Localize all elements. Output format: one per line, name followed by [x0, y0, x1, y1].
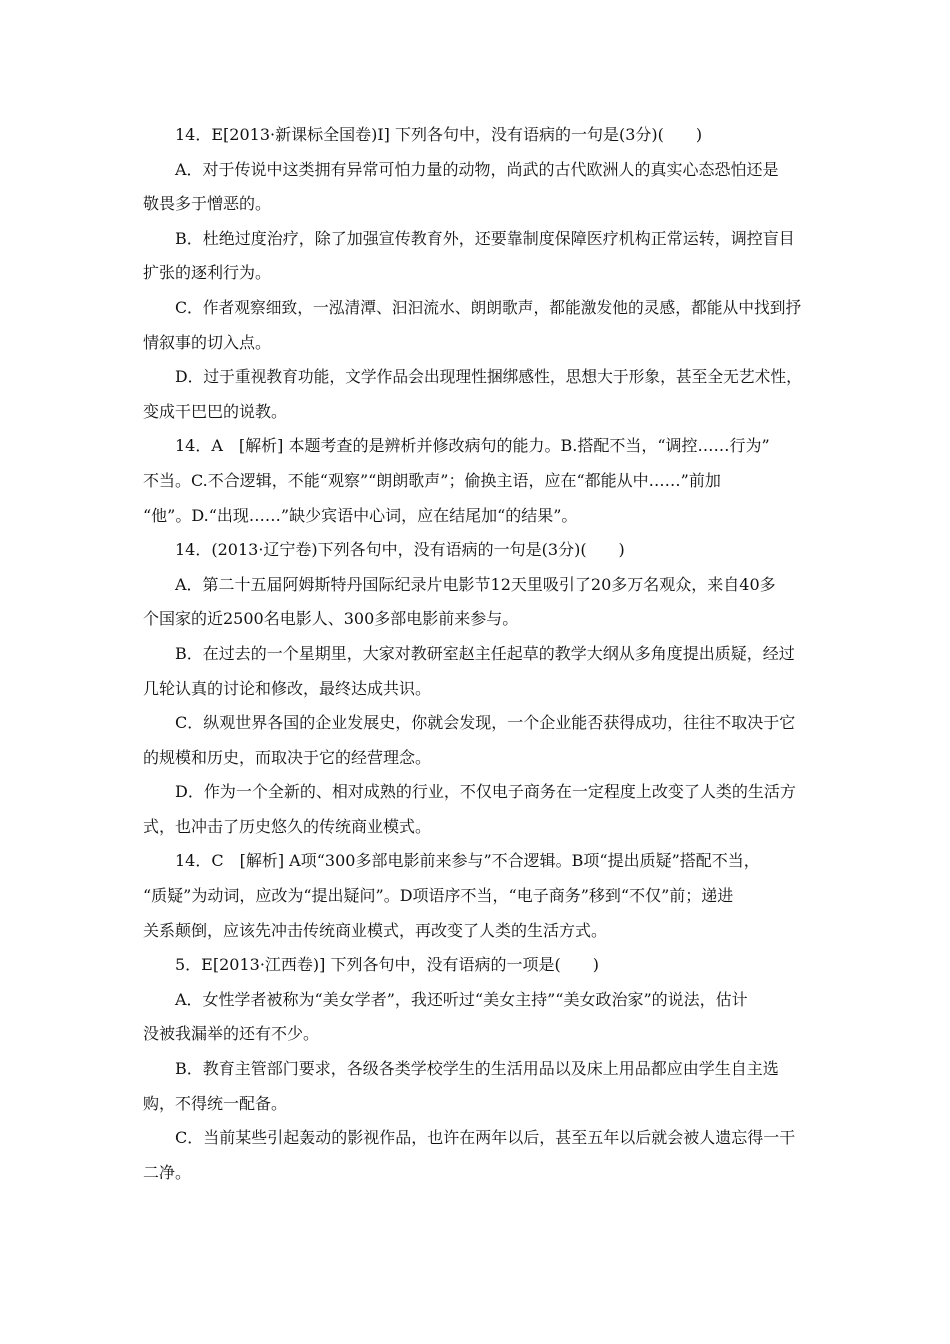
option-c-line: C．当前某些引起轰动的影视作品，也许在两年以后，甚至五年以后就会被人遗忘得一干 [175, 1128, 796, 1148]
question-14-national: 14．E[2013·新课标全国卷)Ⅰ] 下列各句中，没有语病的一句是(3分)( ) [175, 125, 703, 144]
option-c-line: 二净。 [143, 1162, 192, 1182]
option-b-line: B．教育主管部门要求，各级各类学校学生的生活用品以及床上用品都应由学生自主选 [175, 1059, 779, 1079]
analysis-line: 不当。C.不合逻辑，不能“观察”“朗朗歌声”；偷换主语，应在“都能从中……”前加 [143, 470, 721, 490]
option-c-line: C．纵观世界各国的企业发展史，你就会发现，一个企业能否获得成功，往往不取决于它 [175, 713, 796, 733]
option-d-line: 式，也冲击了历史悠久的传统商业模式。 [143, 816, 432, 836]
question-5-jiangxi: 5．E[2013·江西卷)] 下列各句中，没有语病的一项是( ) [175, 955, 599, 975]
option-d-line: 变成干巴巴的说教。 [143, 401, 288, 421]
option-b-line: B．在过去的一个星期里，大家对教研室赵主任起草的教学大纲从多角度提出质疑，经过 [175, 643, 795, 663]
option-a-line: 敬畏多于憎恶的。 [143, 194, 272, 214]
option-a-line: 没被我漏举的还有不少。 [143, 1024, 320, 1044]
analysis-line: 14．A [解析] 本题考查的是辨析并修改病句的能力。B.搭配不当，“调控……行为” [175, 436, 770, 456]
option-a-line: A．对于传说中这类拥有异常可怕力量的动物，尚武的古代欧洲人的真实心态恐怕还是 [175, 159, 779, 179]
option-d-line: D．作为一个全新的、相对成熟的行业，不仅电子商务在一定程度上改变了人类的生活方 [175, 782, 796, 802]
option-b-line: 购，不得统一配备。 [143, 1093, 288, 1113]
analysis-line: “他”。D.“出现……”缺少宾语中心词，应在结尾加“的结果”。 [143, 505, 578, 525]
analysis-line: 关系颠倒，应该先冲击传统商业模式，再改变了人类的生活方式。 [143, 920, 608, 940]
option-a-line: 个国家的近2500名电影人、300多部电影前来参与。 [143, 609, 519, 629]
document-body [143, 118, 808, 1190]
option-b-line: B．杜绝过度治疗，除了加强宣传教育外，还要靠制度保障医疗机构正常运转，调控盲目 [175, 228, 795, 248]
option-c-line: C．作者观察细致，一泓清潭、汩汩流水、朗朗歌声，都能激发他的灵感，都能从中找到抒 [175, 297, 802, 317]
option-b-line: 扩张的逐利行为。 [143, 263, 272, 283]
question-14-liaoning: 14．(2013·辽宁卷)下列各句中，没有语病的一句是(3分)( ) [175, 540, 625, 560]
option-a-line: A．女性学者被称为“美女学者”，我还听过“美女主持”“美女政治家”的说法，估计 [175, 989, 748, 1009]
option-a-line: A．第二十五届阿姆斯特丹国际纪录片电影节12天里吸引了20多万名观众，来自40多 [175, 574, 776, 594]
analysis-line: “质疑”为动词，应改为“提出疑问”。D项语序不当，“电子商务”移到“不仅”前；递进 [143, 886, 734, 906]
option-c-line: 的规模和历史，而取决于它的经营理念。 [143, 747, 432, 767]
option-b-line: 几轮认真的讨论和修改，最终达成共识。 [143, 678, 432, 698]
option-c-line: 情叙事的切入点。 [143, 332, 272, 352]
option-d-line: D．过于重视教育功能，文学作品会出现理性捆绑感性，思想大于形象，甚至全无艺术性， [175, 367, 802, 387]
analysis-line: 14．C [解析] A项“300多部电影前来参与”不合逻辑。B项“提出质疑”搭配不当， [175, 851, 760, 871]
